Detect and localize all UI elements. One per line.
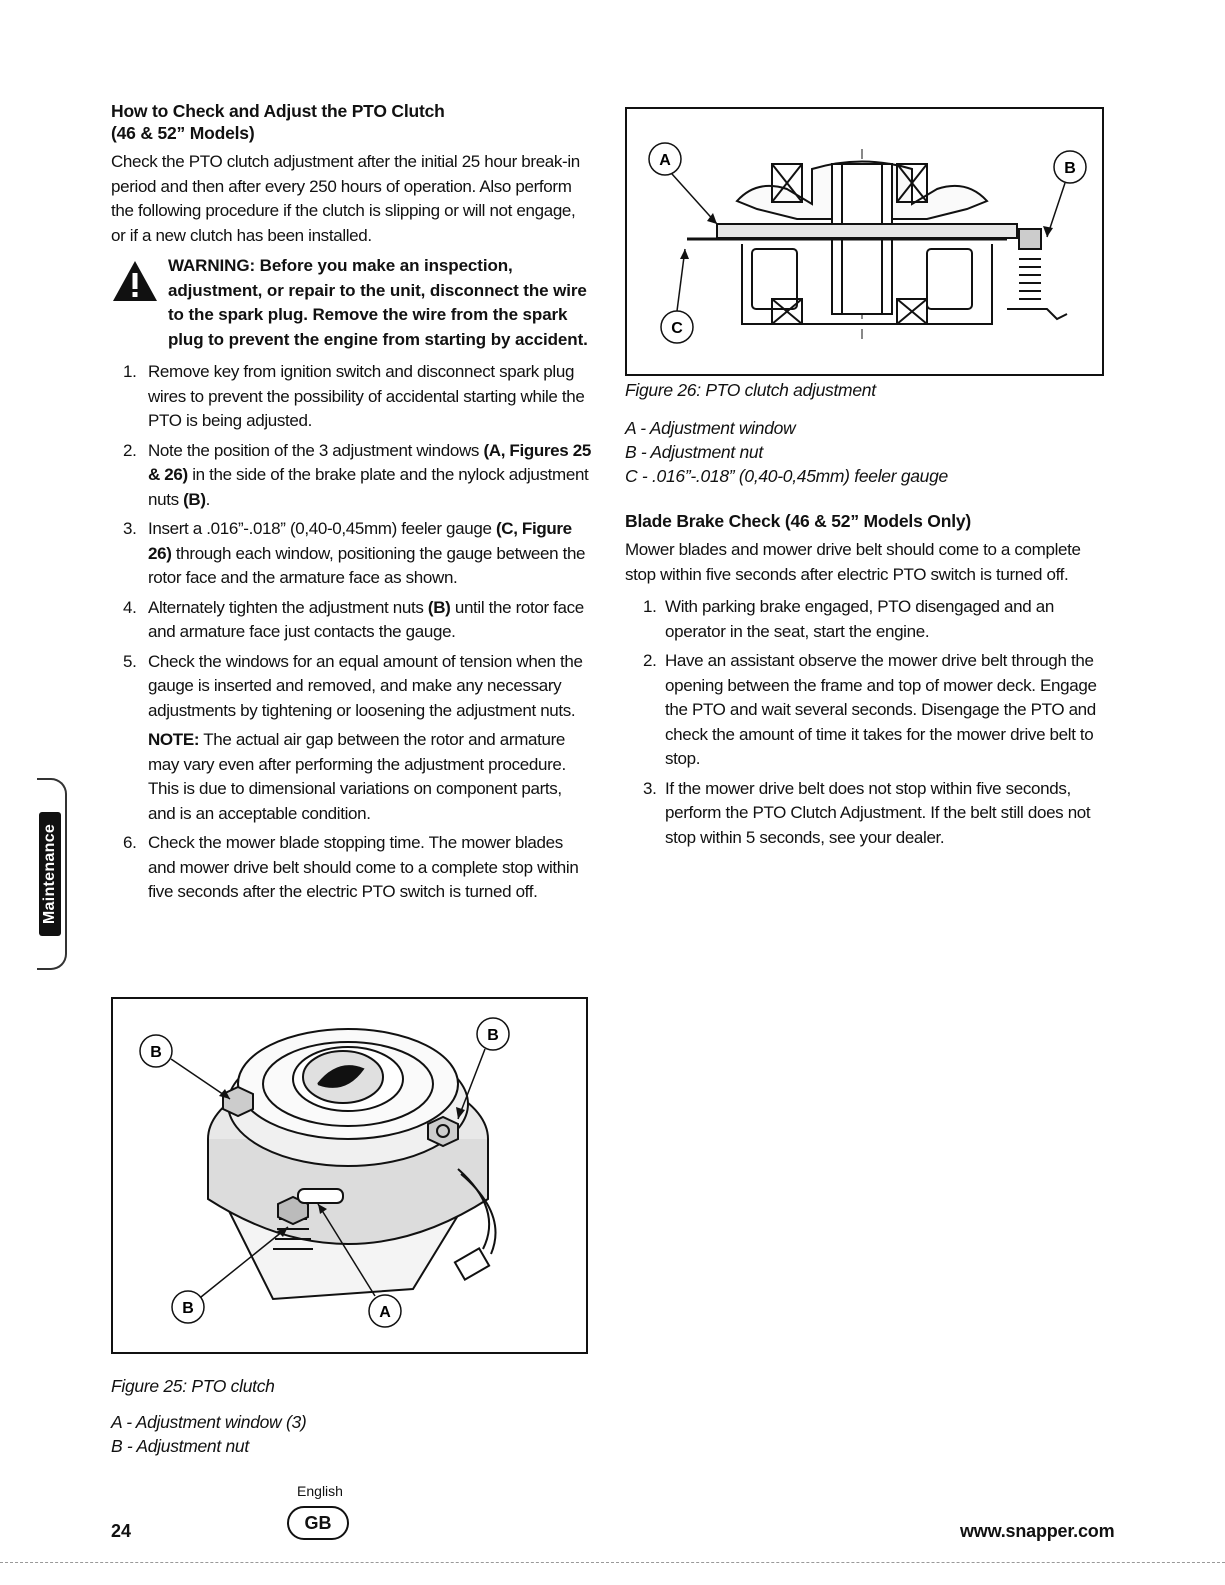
step-number: 6. [123,833,137,852]
note-label: NOTE: [148,730,200,749]
step-number: 5. [123,651,137,671]
side-tab-label: Maintenance [41,823,58,925]
figure-caption: Figure 26: PTO clutch adjustment [625,380,876,400]
legend-item: B - Adjustment nut [625,442,763,462]
figure-reference: (C, Figure 26) [148,519,572,563]
step-text: until the rotor face and armature face just contacts the gauge. [148,597,584,641]
legend-item: A - Adjustment window [625,418,796,438]
website-url: www.snapper.com [960,1521,1115,1541]
callout-b: B [1064,160,1076,177]
step-text: through each window, positioning the gauge between the rotor face and the armature face as shown. [148,543,586,587]
side-tab-fill [39,812,61,936]
intro-paragraph: Check the PTO clutch adjustment after the initial 25 hour break-in period and then after every 250 hours of operation. Also perform the following procedure if the clutch is slipping or will not engage, or if a new clutch has been installed. [111,152,580,245]
step-number: 3. [123,519,137,538]
figure-25-illustration [111,997,588,1354]
step-text: Check the mower blade stopping time. The mower blades and mower drive belt should come to a complete stop within five seconds after the electric PTO switch is turned off. [148,833,579,901]
section-side-tab [37,778,67,970]
step-number: 1. [643,597,657,616]
step-text: If the mower drive belt does not stop within five seconds, perform the PTO Clutch Adjustment. If the belt still does not stop within 5 seconds, see your dealer. [665,778,1091,847]
legend-item: B - Adjustment nut [111,1436,249,1456]
list-item [111,831,591,905]
heading-line-1: How to Check and Adjust the PTO Clutch [111,101,445,121]
list-item [111,360,591,434]
section-heading [111,100,591,144]
legend-item: C - .016”-.018” (0,40-0,45mm) feeler gauge [625,466,948,486]
list-item [625,777,1110,851]
list-item [111,439,591,513]
step-text: Have an assistant observe the mower drive belt through the opening between the frame and top of mower deck. Engage the PTO and wait several seconds. Disengage the PTO and check the amount of time it takes for the mower drive belt to stop. [665,651,1097,768]
adjust-steps-list [111,360,591,723]
step-text: Note the position of the 3 adjustment windows [148,440,484,460]
step-number: 1. [123,362,137,381]
note-text: The actual air gap between the rotor and armature may vary even after performing the adjustment procedure. This is due to dimensional variations on component parts, and is an acceptable condition. [148,730,566,823]
adjust-steps-list-continued [111,831,591,905]
step-text: in the side of the brake plate and the nylock adjustment nuts [148,465,589,509]
language-label: English [297,1483,343,1499]
brake-check-steps-list [625,595,1110,850]
callout-c: C [671,320,683,337]
step-number: 2. [123,440,137,460]
callout-b: B [182,1300,194,1317]
callout-b: B [487,1027,499,1044]
legend-item: A - Adjustment window (3) [111,1412,307,1432]
figure-reference: (B) [427,597,451,617]
list-item [111,596,591,645]
step-number: 4. [123,597,137,617]
callout-b: B [150,1044,162,1061]
page-number: 24 [111,1521,132,1541]
pto-clutch-drawing [113,999,586,1352]
warning-triangle-icon [112,260,158,302]
callout-a: A [379,1304,391,1321]
step-text: With parking brake engaged, PTO disengaged and an operator in the seat, start the engine. [665,597,1054,641]
heading-line-2: (46 & 52” Models) [111,123,255,143]
step-text: Remove key from ignition switch and disconnect spark plug wires to prevent the possibility of accidental starting while the PTO is being adjusted. [148,362,585,430]
right-column [625,378,1110,855]
language-code-badge: GB [287,1506,349,1540]
intro-paragraph: Mower blades and mower drive belt should come to a complete stop within five seconds after electric PTO switch is turned off. [625,540,1081,584]
callout-a: A [659,152,671,169]
list-item [625,595,1110,644]
warning-box [111,254,591,352]
step-text: . [205,489,211,509]
step-text: Check the windows for an equal amount of tension when the gauge is inserted and removed, and make any necessary adjustments by tightening or loosening the adjustment nuts. [148,651,583,720]
figure-caption: Figure 25: PTO clutch [111,1376,275,1396]
list-item [111,650,591,724]
figure-reference: (A, Figures 25 & 26) [148,440,591,484]
step-number: 3. [643,778,657,798]
left-column [111,100,591,910]
list-item [111,517,591,591]
step-text: Insert a .016”-.018” (0,40-0,45mm) feeler gauge [148,519,496,538]
note-paragraph [148,728,591,826]
step-text: Alternately tighten the adjustment nuts [148,597,428,617]
figure-reference: (B) [183,489,206,509]
step-number: 2. [643,651,657,670]
list-item [625,649,1110,772]
figure-26-illustration [625,107,1104,376]
section-heading: Blade Brake Check (46 & 52” Models Only) [625,511,972,531]
pto-clutch-cross-section [627,109,1102,374]
figure-25-caption-block [111,1374,591,1458]
warning-text: WARNING: Before you make an inspection, adjustment, or repair to the unit, disconnect the wire to the spark plug. Remove the wire from the spark plug to prevent the engine from starting by accident. [168,256,588,349]
page-bottom-rule [0,1562,1225,1563]
